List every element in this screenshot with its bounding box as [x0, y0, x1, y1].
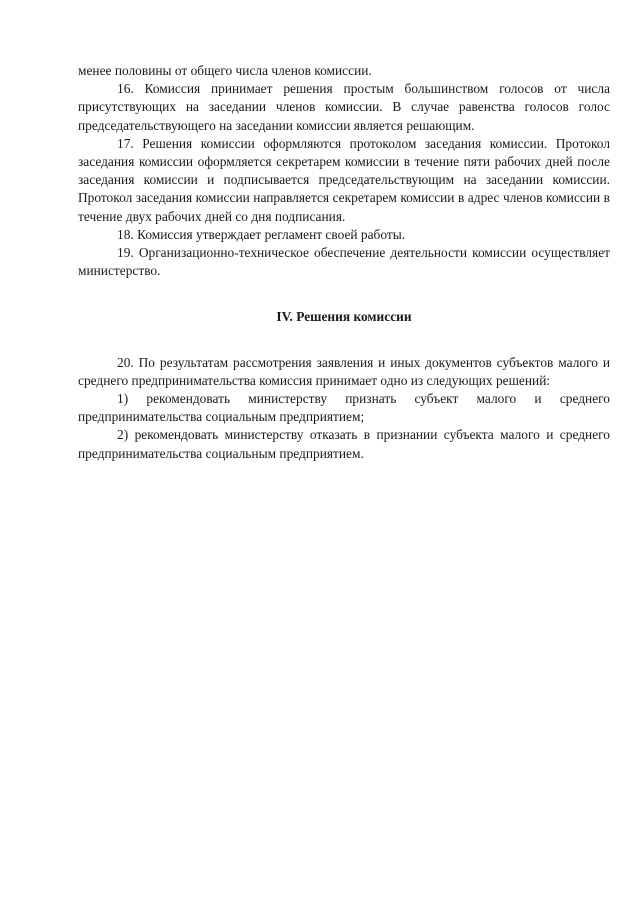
- paragraph-20: 20. По результатам рассмотрения заявления и иных документов субъектов малого и среднего предпринимательства комиссия принимает одно из следующих решений:: [78, 354, 610, 388]
- list-item-2: 2) рекомендовать министерству отказать в признании субъекта малого и среднего предпринимательства социальным предприятием.: [78, 427, 610, 461]
- paragraph-19: 19. Организационно-техническое обеспечение деятельности комиссии осуществляет министерство.: [78, 245, 610, 279]
- document-body: [78, 62, 610, 463]
- paragraph-16: 16. Комиссия принимает решения простым большинством голосов от числа присутствующих на заседании членов комиссии. В случае равенства голосов голос председательствующего на заседании комиссии является решающим.: [78, 81, 610, 133]
- section-title: IV. Решения комиссии: [276, 309, 412, 325]
- paragraph-17: 17. Решения комиссии оформляются протоколом заседания комиссии. Протокол заседания комиссии оформляется секретарем комиссии в течение пяти рабочих дней после заседания комиссии и подписывается председательствующим на заседании комиссии. Протокол заседания комиссии направляется секретарем комиссии в адрес членов комиссии в течение двух рабочих дней со дня подписания.: [78, 135, 610, 224]
- paragraph-continuation: менее половины от общего числа членов комиссии.: [78, 63, 372, 78]
- paragraph-18: 18. Комиссия утверждает регламент своей работы.: [117, 226, 406, 242]
- list-item-1: 1) рекомендовать министерству признать субъект малого и среднего предпринимательства социальным предприятием;: [78, 391, 610, 425]
